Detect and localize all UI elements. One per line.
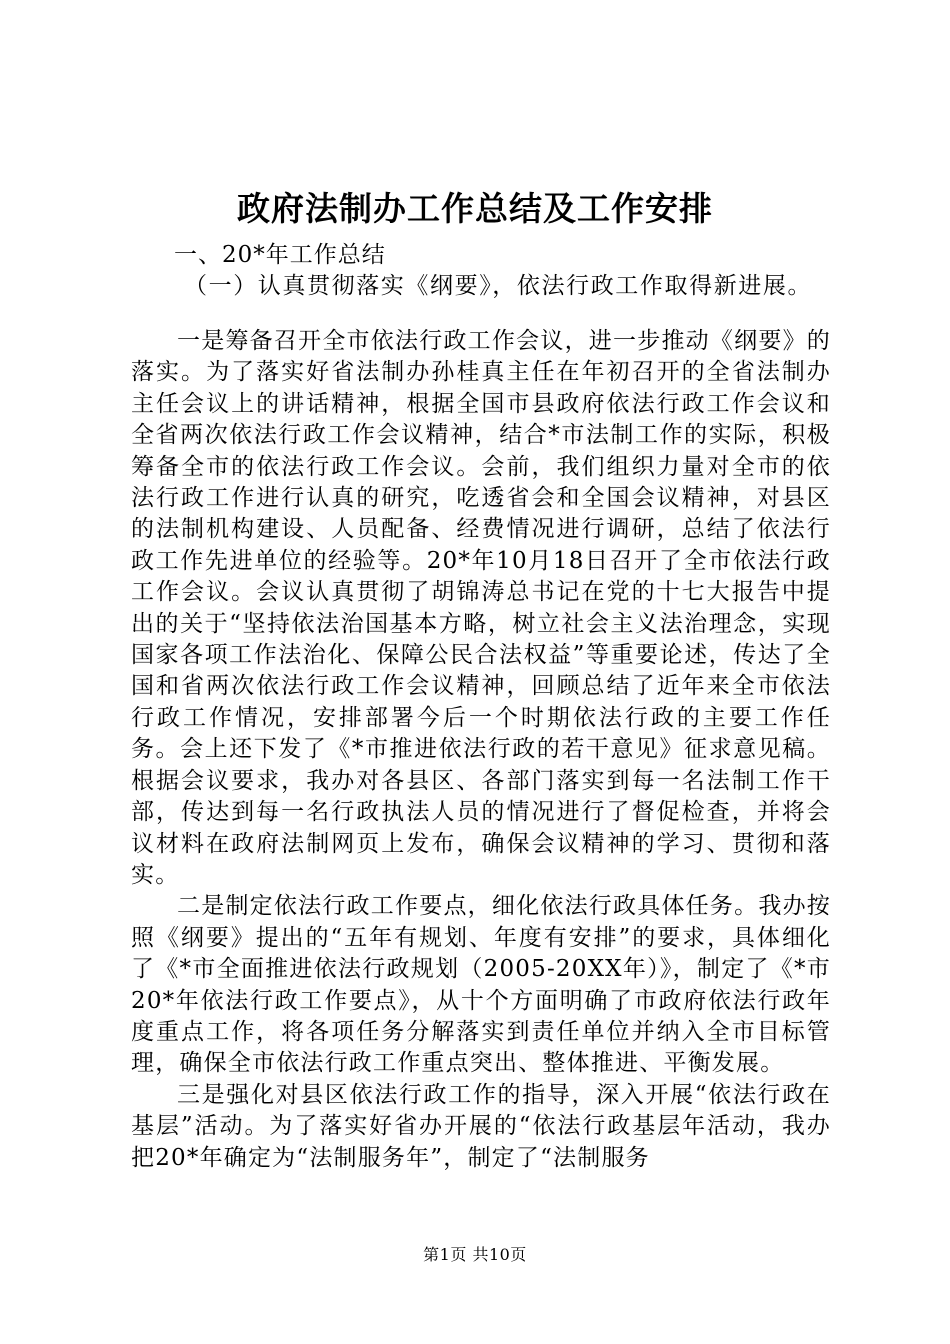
paragraph-2: 二是制定依法行政工作要点，细化依法行政具体任务。我办按照《纲要》提出的“五年有规划、年度有安排”的要求，具体细化了《*市全面推进依法行政规划（2005-20XX年）》，制定了《*市20*年依法行政工作要点》，从十个方面明确了市政府依法行政年度重点工作，将各项任务分解落实到责任单位并纳入全市目标管理，确保全市依法行政工作重点突出、整体推进、平衡发展。 — [131, 893, 831, 1077]
document-body — [131, 326, 831, 1174]
paragraph-1: 一是筹备召开全市依法行政工作会议，进一步推动《纲要》的落实。为了落实好省法制办孙桂真主任在年初召开的全省法制办主任会议上的讲话精神，根据全国市县政府依法行政工作会议和全省两次依法行政工作会议精神，结合*市法制工作的实际，积极筹备全市的依法行政工作会议。会前，我们组织力量对全市的依法行政工作进行认真的研究，吃透省会和全国会议精神，对县区的法制机构建设、人员配备、经费情况进行调研，总结了依法行政工作先进单位的经验等。20*年10月18日召开了全市依法行政工作会议。会议认真贯彻了胡锦涛总书记在党的十七大报告中提出的关于“坚持依法治国基本方略，树立社会主义法治理念，实现国家各项工作法治化、保障公民合法权益”等重要论述，传达了全国和省两次依法行政工作会议精神，回顾总结了近年来全市依法行政工作情况，安排部署今后一个时期依法行政的主要工作任务。会上还下发了《*市推进依法行政的若干意见》征求意见稿。根据会议要求，我办对各县区、各部门落实到每一名法制工作干部，传达到每一名行政执法人员的情况进行了督促检查，并将会议材料在政府法制网页上发布，确保会议精神的学习、贯彻和落实。 — [131, 328, 831, 888]
paragraph-3: 三是强化对县区依法行政工作的指导，深入开展“依法行政在基层”活动。为了落实好省办开展的“依法行政基层年活动，我办把20*年确定为“法制服务年”，制定了“法制服务 — [131, 1081, 831, 1171]
subsection-heading: （一）认真贯彻落实《纲要》，依法行政工作取得新进展。 — [184, 273, 813, 299]
section-heading: 一、20*年工作总结 — [174, 242, 386, 268]
page-footer: 第1页 共10页 — [423, 1245, 527, 1264]
document-title: 政府法制办工作总结及工作安排 — [237, 189, 713, 228]
